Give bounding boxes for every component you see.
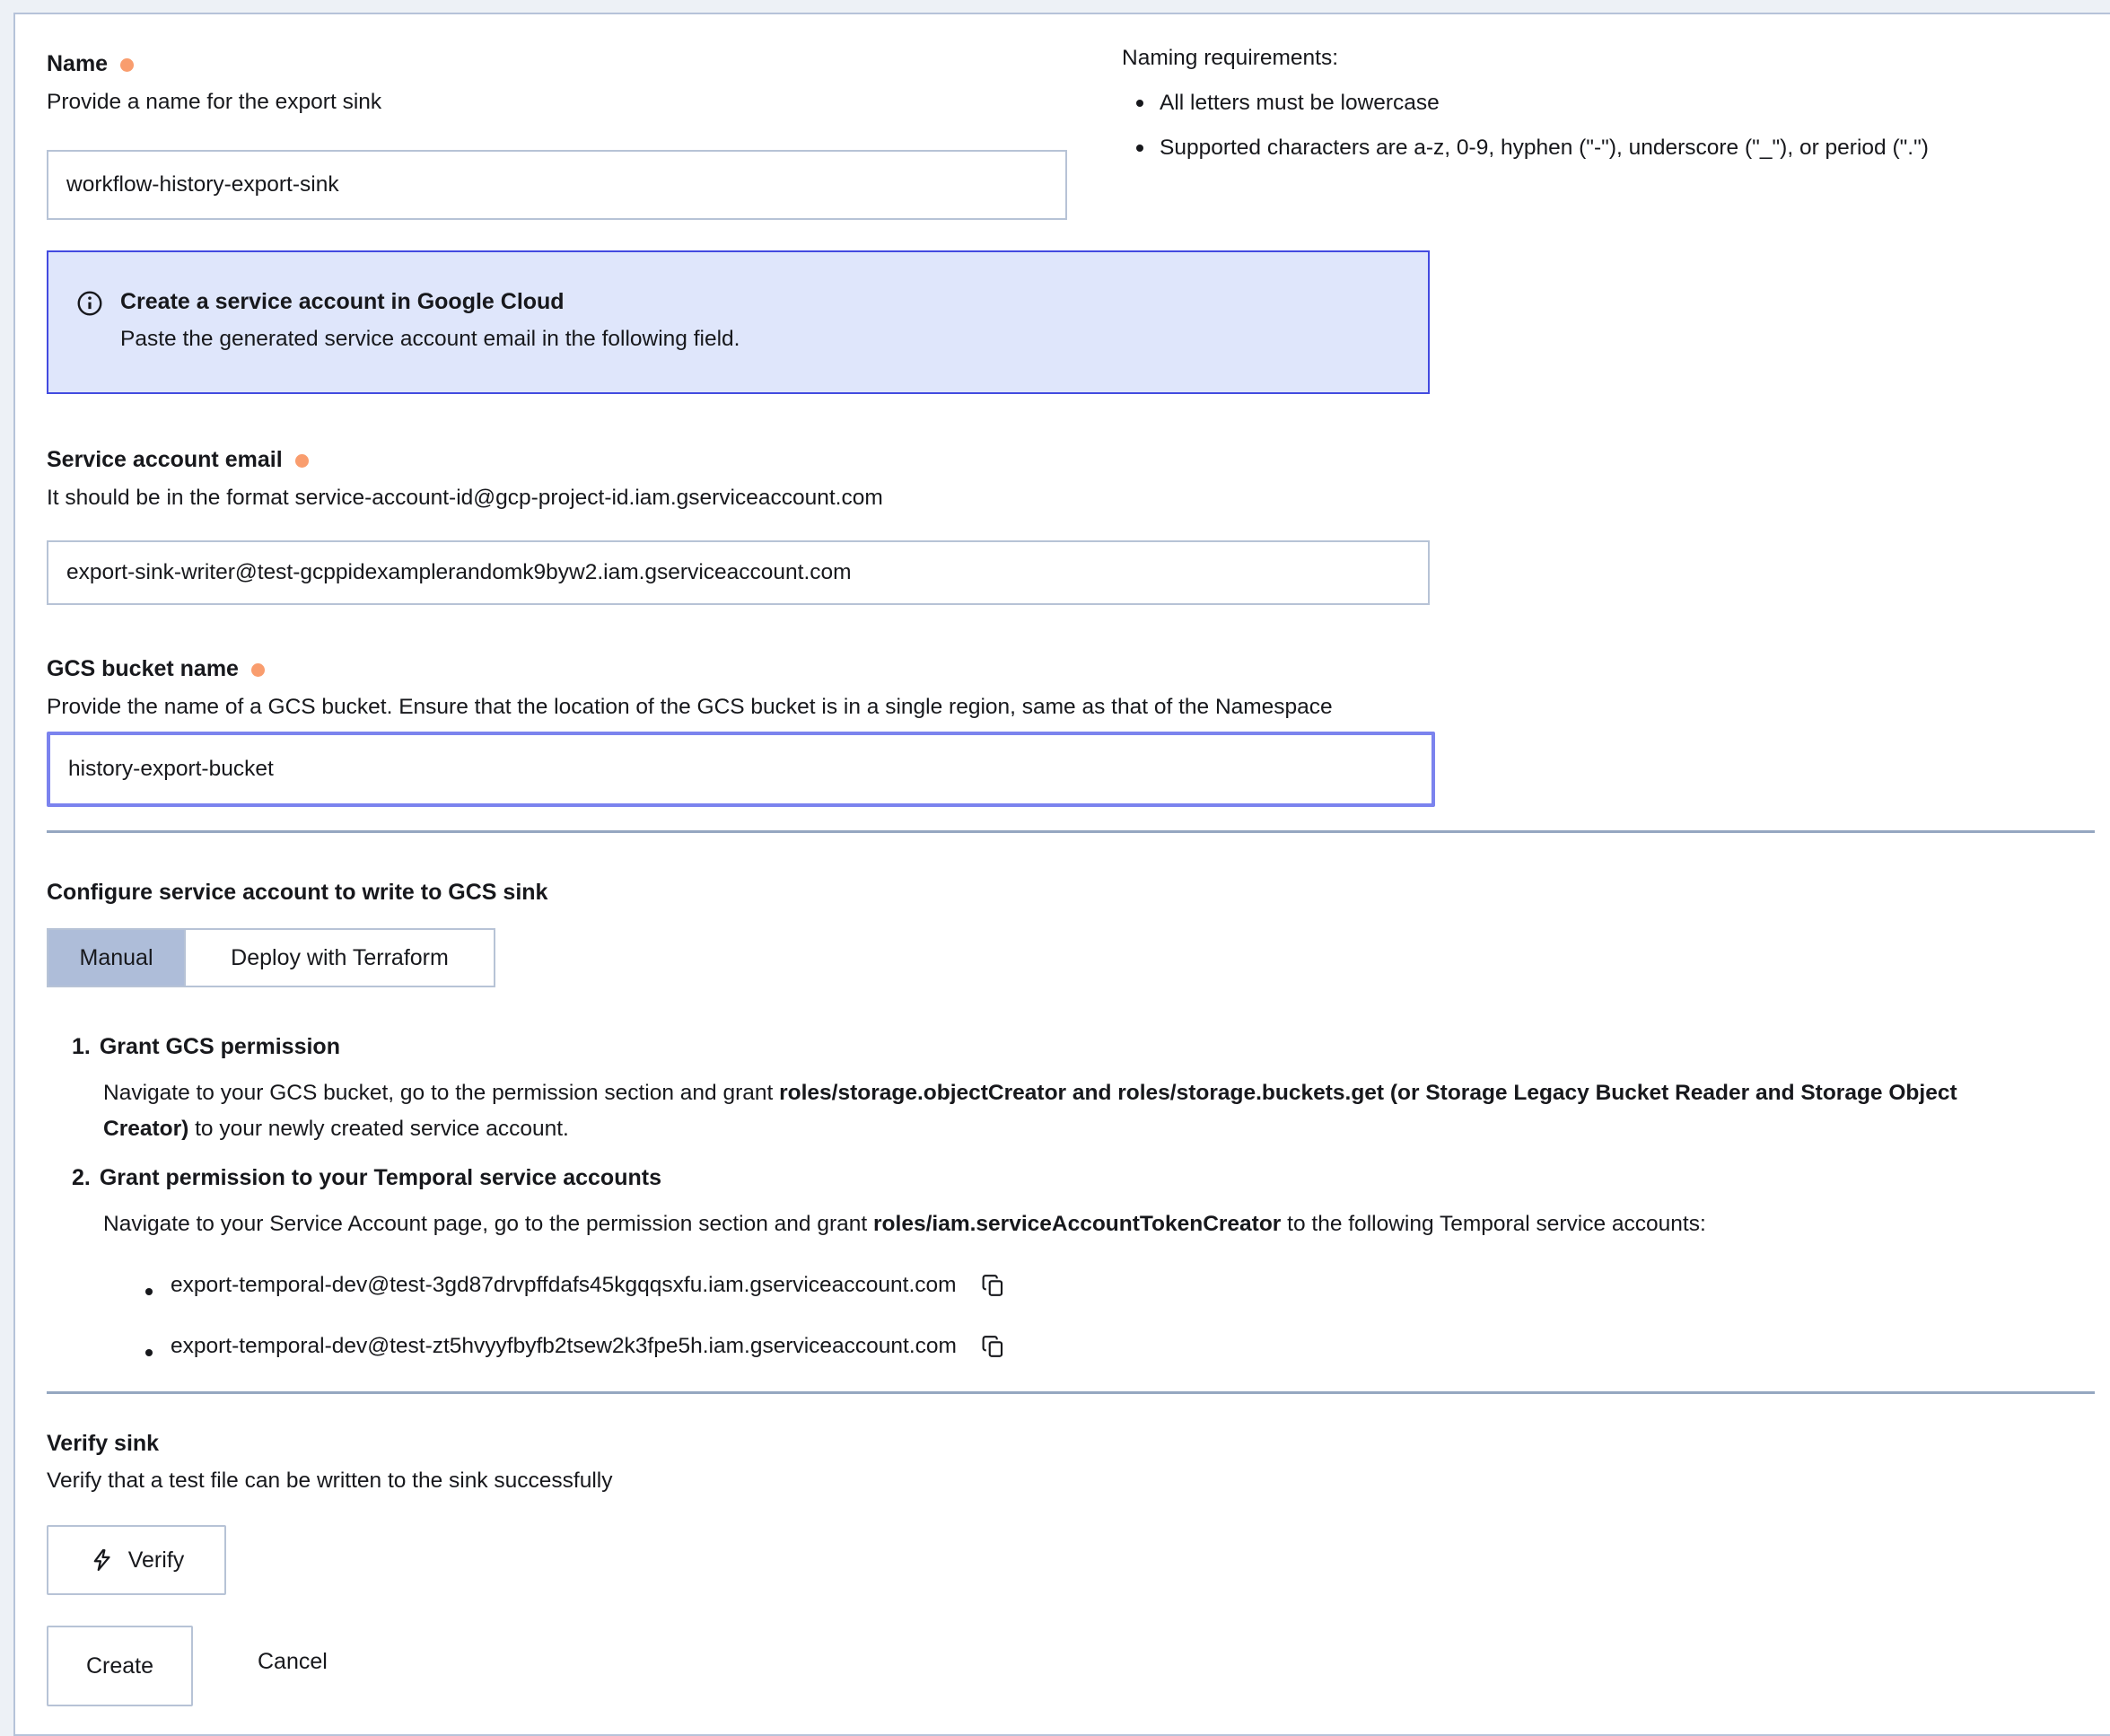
copy-icon [980,1333,1007,1360]
temporal-service-account-email: export-temporal-dev@test-3gd87drvpffdafs45kgqqsxfu.iam.gserviceaccount.com [171,1273,957,1297]
service-account-label-row [47,444,2095,475]
step-2-title: 2. Grant permission to your Temporal service accounts [47,1162,2095,1194]
copy-icon [980,1272,1007,1299]
step-2-instructions: Navigate to your Service Account page, go to the permission section and grant roles/iam.serviceAccountTokenCreator to the following Temporal service accounts: [103,1212,1706,1236]
service-account-email-input[interactable] [47,540,1430,605]
info-banner-description: Paste the generated service account email in the following field. [120,327,740,351]
verify-button[interactable] [47,1525,226,1595]
verify-sink-title: Verify sink [47,1431,160,1456]
list-item [145,1328,2095,1364]
name-field-description: Provide a name for the export sink [47,90,382,114]
tab-deploy-with-terraform[interactable]: Deploy with Terraform [184,930,494,986]
bucket-label-row [47,653,2095,684]
create-button[interactable]: Create [47,1626,193,1706]
bucket-name-input[interactable] [47,732,1435,807]
section-divider [47,1391,2095,1394]
manual-steps [47,1030,2095,1364]
lightning-bolt-icon [89,1547,114,1573]
naming-requirements [1122,43,2110,163]
tab-manual[interactable]: Manual [48,930,184,986]
name-field-label: Name [47,51,109,76]
copy-button[interactable] [980,1333,1007,1360]
step-1-title: 1. Grant GCS permission [47,1030,2095,1063]
configure-section-title: Configure service account to write to GCS sink [47,880,548,905]
bucket-description: Provide the name of a GCS bucket. Ensure that the location of the GCS bucket is in a single region, same as that of the Namespace [47,695,1333,719]
naming-requirements-title: Naming requirements: [1122,46,1339,70]
bullet-icon [1136,145,1143,152]
copy-button[interactable] [980,1272,1007,1299]
bullet-icon [145,1288,153,1295]
section-divider [47,830,2095,833]
temporal-service-account-list [47,1267,2095,1364]
configure-tab-group [47,928,495,987]
service-account-label: Service account email [47,447,283,472]
naming-requirement-item [1122,88,2110,118]
info-banner-text [120,286,740,360]
naming-requirement-item [1122,133,2110,163]
verify-sink-description: Verify that a test file can be written to the sink successfully [47,1469,613,1493]
service-account-info-banner [47,250,1430,394]
service-account-description: It should be in the format service-account-id@gcp-project-id.iam.gserviceaccount.com [47,486,883,510]
step-2-number: 2. [72,1165,91,1190]
verify-button-label: Verify [127,1547,185,1573]
info-circle-icon [75,289,104,360]
required-indicator [295,454,309,468]
list-item [145,1267,2095,1303]
bucket-label: GCS bucket name [47,656,239,681]
required-indicator [251,663,265,677]
info-banner-title: Create a service account in Google Cloud [120,289,565,314]
bullet-icon [145,1349,153,1356]
name-input[interactable] [47,150,1067,220]
naming-requirement-text: Supported characters are a-z, 0-9, hyphen ("-"), underscore ("_"), or period (".") [1160,136,1929,160]
required-indicator [120,58,134,72]
bullet-icon [1136,100,1143,107]
step-1-number: 1. [72,1034,91,1059]
cancel-button[interactable]: Cancel [258,1649,328,1674]
form-actions [47,1626,2095,1706]
export-sink-form-card [13,13,2110,1736]
temporal-service-account-email: export-temporal-dev@test-zt5hvyyfbyfb2tsew2k3fpe5h.iam.gserviceaccount.com [171,1334,957,1358]
naming-requirement-text: All letters must be lowercase [1160,91,1440,115]
step-1-instructions: Navigate to your GCS bucket, go to the permission section and grant roles/storage.objectCreator and roles/storage.buckets.get (or Storage Legacy Bucket Reader and Storage Object Creator) to your newly created service account. [103,1081,1957,1141]
